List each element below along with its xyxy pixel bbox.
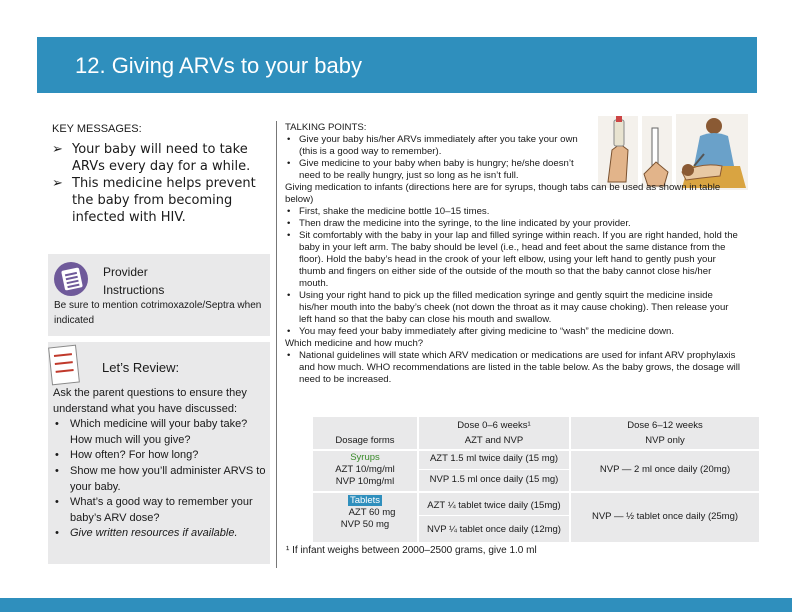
footer-bar <box>0 598 792 612</box>
provider-instructions-title: Provider Instructions <box>103 265 165 297</box>
talking-point: • National guidelines will state which ARV medication or medications are used for infant ARV prophylaxis and how much. WHO recommendations are listed in the table below. As the baby grows, the dosage will need to be increased. <box>285 350 741 386</box>
giving-medication-heading: Giving medication to infants (directions here are for syrups, though tabs can be used as shown in table below) <box>285 182 721 205</box>
provider-instructions-text: Be sure to mention cotrimoxazole/Septra when indicated <box>54 300 262 326</box>
talking-point: • Then draw the medicine into the syringe, to the line indicated by your provider. <box>285 218 741 230</box>
checklist-icon <box>48 345 80 386</box>
arrow-bullet-icon: ➢ <box>52 142 63 157</box>
talking-points-heading: TALKING POINTS: <box>285 122 367 133</box>
talking-point: • Using your right hand to pick up the filled medication syringe and gently squirt the medicine inside his/her mouth into the baby’s cheek (not down the throat as it may cause choking). Then release your left hand so that the baby can close his mouth and swallow. <box>285 290 741 326</box>
review-questions <box>53 417 267 542</box>
tablet-nvp-dose: NVP ¼ tablet once daily (12mg) <box>427 524 561 535</box>
arrow-bullet-icon: ➢ <box>52 176 63 191</box>
talking-point: • Give medicine to your baby when baby is hungry; he/she doesn’t need to be really hungry, just so long as he isn’t full. <box>285 158 741 182</box>
talking-point: • Sit comfortably with the baby in your lap and filled syringe within reach. If you are right handed, hold the baby in your left arm. The baby should be level (i.e., head and feet about the same distance from the floor). Hold the baby’s head in the crook of your left elbow, using your left hand to gently push your thumb and fingers on either side of the outside of the mouth so that the baby cannot close his/her mouth. <box>285 230 741 290</box>
key-message-item: ➢ This medicine helps prevent the baby from becoming infected with HIV. <box>52 176 256 225</box>
review-question: • Give written resources if available. <box>53 526 267 542</box>
tablet-azt-dose: AZT ¼ tablet twice daily (15mg) <box>427 500 561 511</box>
syrup-azt-dose: AZT 1.5 ml twice daily (15 mg) <box>429 453 559 464</box>
review-question: • Which medicine will your baby take? How much will you give? <box>53 417 267 448</box>
syrup-nvp-dose: NVP 1.5 ml once daily (15 mg) <box>429 474 559 485</box>
review-intro: Ask the parent questions to ensure they understand what you have discussed: <box>53 387 247 415</box>
which-medicine-heading: Which medicine and how much? <box>285 338 424 349</box>
giving-medication-list <box>285 206 741 338</box>
instructions-list-icon <box>54 262 88 296</box>
footnote: ¹ If infant weighs between 2000–2500 grams, give 1.0 ml <box>286 545 537 556</box>
talking-point: • You may feed your baby immediately after giving medicine to “wash” the medicine down. <box>285 326 741 338</box>
review-panel <box>48 342 270 564</box>
key-messages-list <box>52 141 262 226</box>
talking-point: • First, shake the medicine bottle 10–15 times. <box>285 206 741 218</box>
column-divider <box>276 121 277 568</box>
header-dosage-forms: Dosage forms <box>335 435 395 446</box>
title-bar <box>37 37 757 93</box>
talking-points <box>285 122 741 386</box>
talking-point: • Give your baby his/her ARVs immediately after you take your own (this is a good way to remember). <box>285 134 741 158</box>
key-message-item: ➢ Your baby will need to take ARVs every day for a while. <box>52 142 251 174</box>
key-messages <box>52 123 262 226</box>
tablets-forms: Tablets AZT 60 mg NVP 50 mg <box>340 495 396 530</box>
review-text <box>53 386 267 542</box>
syrups-forms: Syrups AZT 10/mg/ml NVP 10mg/ml <box>335 452 395 487</box>
header-dose-0-6: Dose 0–6 weeks¹ AZT and NVP <box>457 420 531 446</box>
key-messages-heading: KEY MESSAGES: <box>52 123 142 135</box>
which-medicine-list <box>285 350 741 386</box>
provider-instructions-panel <box>48 254 270 336</box>
talking-points-intro-list <box>285 134 741 182</box>
syrup-late-dose: NVP — 2 ml once daily (20mg) <box>599 464 731 475</box>
review-question: • What’s a good way to remember your baby’s ARV dose? <box>53 495 267 526</box>
dose-table <box>313 417 759 542</box>
page-title: 12. Giving ARVs to your baby <box>75 53 362 78</box>
review-title: Let’s Review: <box>102 360 180 375</box>
review-question: • Show me how you’ll administer ARVS to your baby. <box>53 464 267 495</box>
header-dose-6-12: Dose 6–12 weeks NVP only <box>627 420 703 446</box>
review-question: • How often? For how long? <box>53 448 267 464</box>
tablet-late-dose: NVP — ½ tablet once daily (25mg) <box>591 511 739 522</box>
